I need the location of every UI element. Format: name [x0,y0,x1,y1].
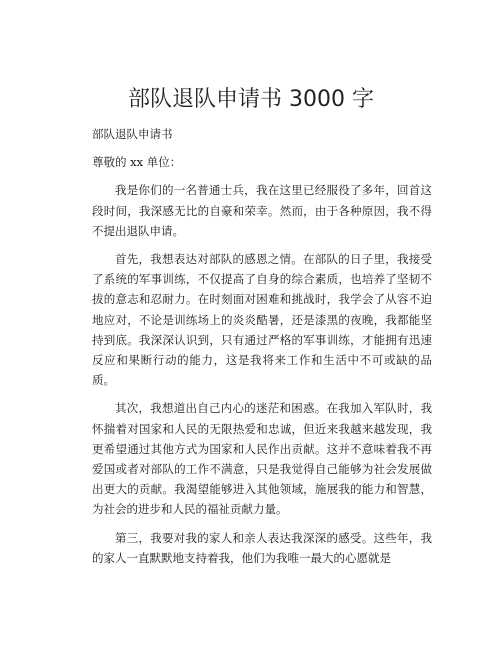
document-title: 部队退队申请书 3000 字 [128,87,374,112]
paragraph-4: 第三，我要对我的家人和亲人表达我深深的感受。这些年，我的家人一直默默地支持着我，他们为我唯一最大的心愿就是 [92,530,432,565]
subheading: 部队退队申请书 [92,127,173,141]
paragraph-2: 首先，我想表达对部队的感恩之情。在部队的日子里，我接受了系统的军事训练，不仅提高了自身的综合素质，也培养了坚韧不拔的意志和忍耐力。在时刻面对困难和挑战时，我学会了从容不迫地应对，不论是训练场上的炎炎酷暑，还是漆黑的夜晚，我都能坚持到底。我深深认识到，只有通过严格的军事训练，才能拥有迅速反应和果断行动的能力，这是我将来工作和生活中不可或缺的品质。 [92,252,432,388]
salutation: 尊敬的 xx 单位： [92,155,182,170]
paragraph-1: 我是你们的一名普通士兵，我在这里已经服役了多年，回首这段时间，我深感无比的自豪和荣幸。然而，由于各种原因，我不得不提出退队申请。 [92,183,432,238]
document-body [92,124,432,576]
paragraph-3: 其次，我想道出自己内心的迷茫和困惑。在我加入军队时，我怀揣着对国家和人民的无限热爱和忠诚，但近来我越来越发现，我更希望通过其他方式为国家和人民作出贡献。这并不意味着我不再爱国或者对部队的工作不满意，只是我觉得自己能够为社会发展做出更大的贡献。我渴望能够进入其他领域，施展我的能力和智慧，为社会的进步和人民的福祉贡献力量。 [92,401,432,517]
